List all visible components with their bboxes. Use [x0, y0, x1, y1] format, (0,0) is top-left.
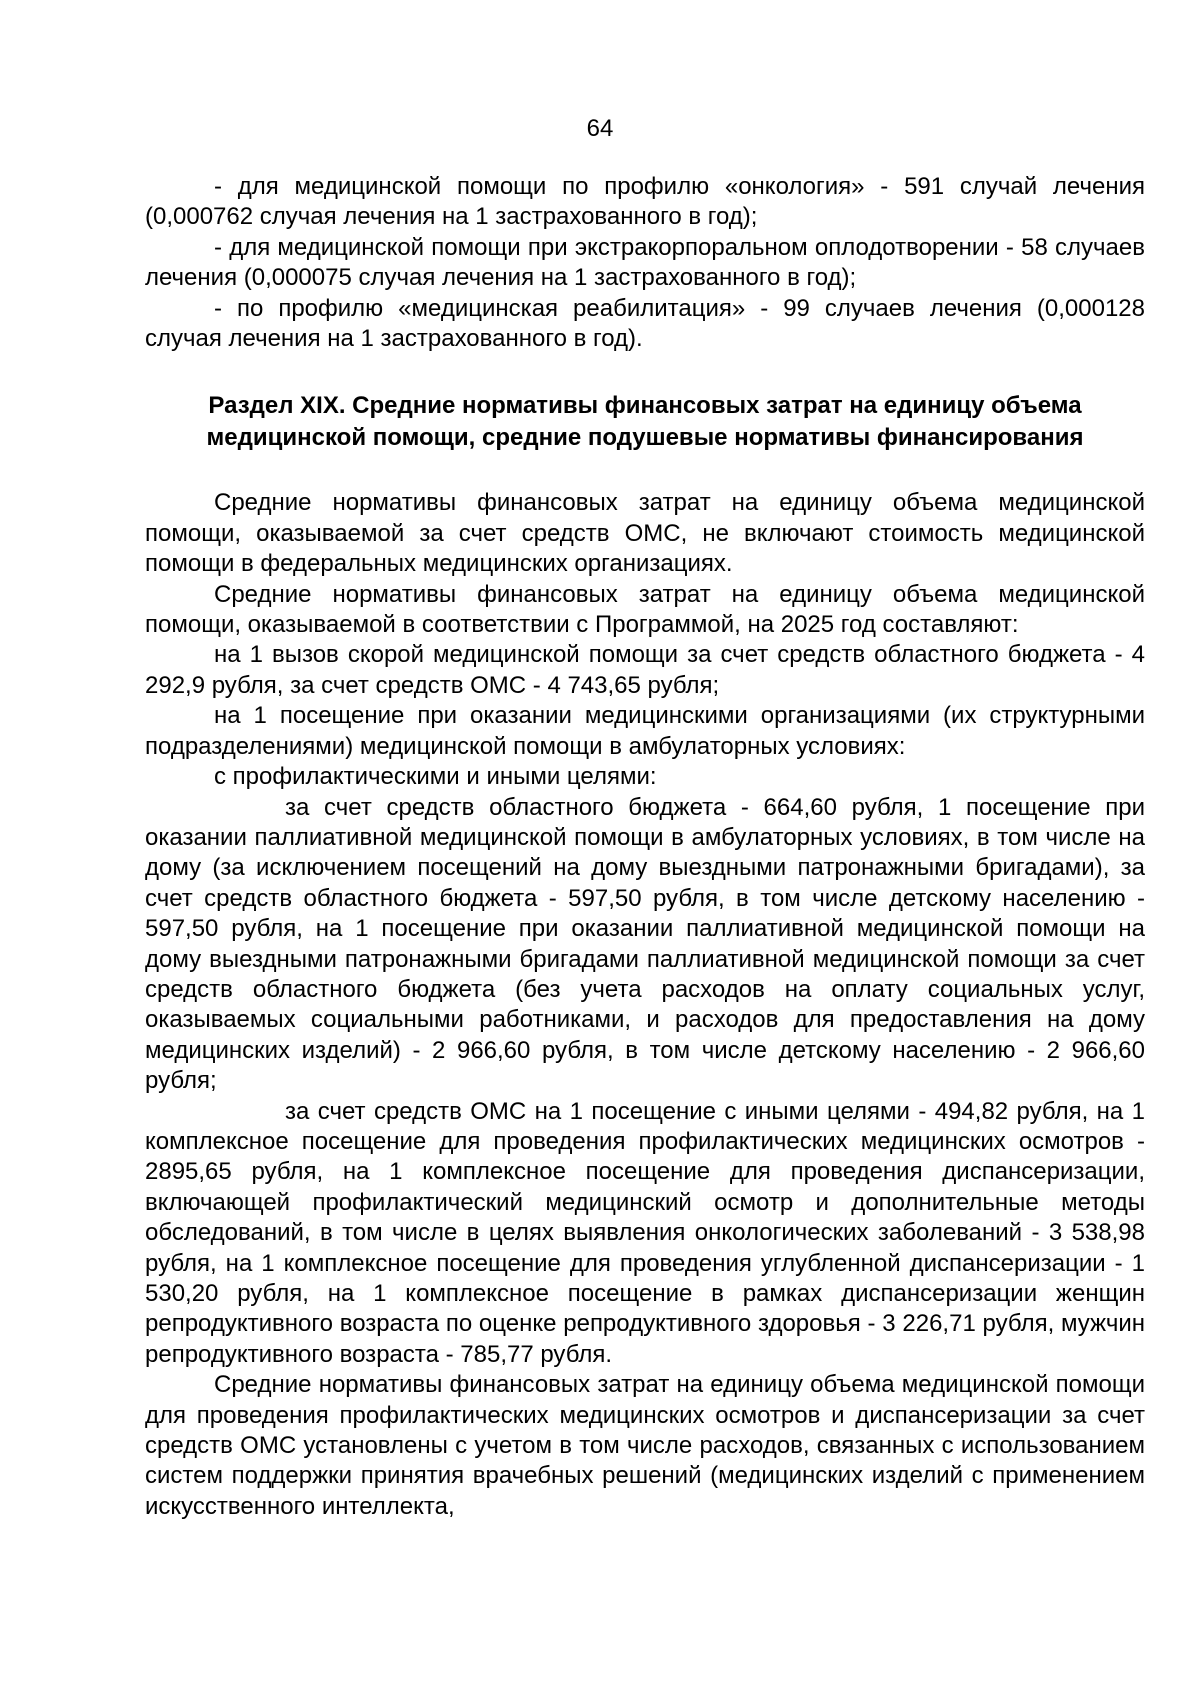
- list-item: - по профилю «медицинская реабилитация» - 99 случаев лечения (0,000128 случая лечения на 1 застрахованного в год).: [145, 294, 1145, 353]
- paragraph: на 1 посещение при оказании медицинскими организациями (их структурными подразделениями) медицинской помощи в амбулаторных условиях:: [145, 702, 1145, 760]
- paragraph: с профилактическими и иными целями:: [214, 763, 657, 791]
- paragraph: Средние нормативы финансовых затрат на единицу объема медицинской помощи, оказываемой в соответствии с Программой, на 2025 год составляют:: [145, 580, 1145, 639]
- page-number: 64: [586, 115, 614, 142]
- paragraph: за счет средств областного бюджета - 664,60 рубля, 1 посещение при оказании паллиативной медицинской помощи в амбулаторных условиях, в том числе на дому (за исключением посещений на дому выездными патронажными бригадами), за счет средств областного бюджета - 597,50 рубля, в том числе детскому населению - 597,50 рубля, на 1 посещение при оказании паллиативной медицинской помощи на дому выездными патронажными бригадами паллиативной медицинской помощи за счет средств областного бюджета (без учета расходов на оплату социальных услуг, оказываемых социальными работниками, и расходов для предоставления на дому медицинских изделий) - 2 966,60 рубля, в том числе детскому населению - 2 966,60 рубля;: [145, 793, 1145, 1095]
- paragraph: Средние нормативы финансовых затрат на единицу объема медицинской помощи, оказываемой за счет средств ОМС, не включают стоимость медицинской помощи в федеральных медицинских организациях.: [145, 489, 1145, 578]
- paragraph: на 1 вызов скорой медицинской помощи за счет средств областного бюджета - 4 292,9 рубля, за счет средств ОМС - 4 743,65 рубля;: [145, 641, 1145, 699]
- paragraph: Средние нормативы финансовых затрат на единицу объема медицинской помощи для проведения профилактических медицинских осмотров и диспансеризации за счет средств ОМС установлены с учетом в том числе расходов, связанных с использованием систем поддержки принятия врачебных решений (медицинских изделий с применением искусственного интеллекта,: [145, 1371, 1145, 1520]
- list-item: - для медицинской помощи при экстракорпоральном оплодотворении - 58 случаев лечения (0,000075 случая лечения на 1 застрахованного в год);: [145, 233, 1145, 292]
- paragraph: за счет средств ОМС на 1 посещение с иными целями - 494,82 рубля, на 1 комплексное посещение для проведения профилактических медицинских осмотров - 2895,65 рубля, на 1 комплексное посещение для проведения диспансеризации, включающей профилактический медицинский осмотр и дополнительные методы обследований, в том числе в целях выявления онкологических заболеваний - 3 538,98 рубля, на 1 комплексное посещение для проведения углубленной диспансеризации - 1 530,20 рубля, на 1 комплексное посещение в рамках диспансеризации женщин репродуктивного возраста по оценке репродуктивного здоровья - 3 226,71 рубля, мужчин репродуктивного возраста - 785,77 рубля.: [145, 1097, 1145, 1368]
- section-heading: Раздел XIX. Средние нормативы финансовых затрат на единицу объема медицинской помощи, средние подушевые нормативы финансирования: [206, 392, 1084, 452]
- list-item: - для медицинской помощи по профилю «онкология» - 591 случай лечения (0,000762 случая лечения на 1 застрахованного в год);: [145, 173, 1145, 231]
- document-body: [145, 172, 1145, 1522]
